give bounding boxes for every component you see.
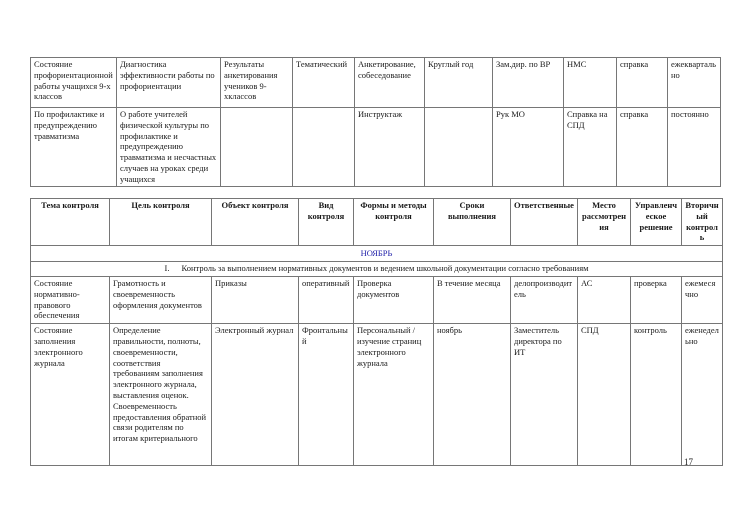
table-cell: Результаты анкетирования учеников 9-хклассов (221, 58, 293, 108)
table-cell: Грамотность и своевременность оформления документов (110, 277, 212, 324)
table-cell: ежемесячно (682, 277, 723, 324)
proforientation-table (30, 57, 721, 187)
column-header-responsible: Ответственные (511, 199, 578, 246)
table-cell: По профилактике и предупреждению травматизма (31, 108, 117, 187)
section-number: I. (164, 263, 170, 274)
column-header-type: Вид контроля (299, 199, 354, 246)
table-header-row (31, 199, 723, 246)
table-row (31, 277, 723, 324)
table-cell (425, 108, 493, 187)
column-header-goal: Цель контроля (110, 199, 212, 246)
table-cell: справка (617, 58, 668, 108)
table-cell: О работе учителей физической культуры по профилактике и предупреждению травматизма и несчастных случаев на уроках среди учащихся (117, 108, 221, 187)
table-cell: Определение правильности, полноты, своевременности, соответствия требованиям заполнения электронного журнала, выставления оценок. Своевременность предоставления обратной связи родителям по итогам критериального (110, 324, 212, 466)
table-cell: АС (578, 277, 631, 324)
table-cell: Круглый год (425, 58, 493, 108)
table-cell (293, 108, 355, 187)
table-cell: Состояние профориентационной работы учащихся 9-х классов (31, 58, 117, 108)
table-cell: ежеквартально (668, 58, 721, 108)
month-banner-row (31, 246, 723, 262)
table-cell: справка (617, 108, 668, 187)
table-cell: Электронный журнал (212, 324, 299, 466)
table-cell: Анкетирование, собеседование (355, 58, 425, 108)
column-header-forms: Формы и методы контроля (354, 199, 434, 246)
page-number: 17 (684, 457, 693, 467)
table-row (31, 324, 723, 466)
table-cell: Инструктаж (355, 108, 425, 187)
table-cell: ноябрь (434, 324, 511, 466)
table-cell: Заместитель директора по ИТ (511, 324, 578, 466)
table-cell: Справка на СПД (564, 108, 617, 187)
table-cell: еженедельно (682, 324, 723, 466)
month-banner: НОЯБРЬ (31, 246, 723, 262)
column-header-decision: Управленческое решение (631, 199, 682, 246)
table-cell: СПД (578, 324, 631, 466)
table-cell: контроль (631, 324, 682, 466)
control-plan-table (30, 198, 723, 466)
table-cell: Рук МО (493, 108, 564, 187)
column-header-review-place: Место рассмотрения (578, 199, 631, 246)
table-cell (221, 108, 293, 187)
section-title-text: Контроль за выполнением нормативных документов и ведением школьной документации согласно требованиям (181, 263, 589, 274)
table-cell: Диагностика эффективности работы по профориентации (117, 58, 221, 108)
table-cell: Фронтальный (299, 324, 354, 466)
table-cell: оперативный (299, 277, 354, 324)
table-cell: Состояние заполнения электронного журнала (31, 324, 110, 466)
table-cell: постоянно (668, 108, 721, 187)
column-header-theme: Тема контроля (31, 199, 110, 246)
table-cell: Тематический (293, 58, 355, 108)
table-cell: Приказы (212, 277, 299, 324)
table-cell: делопроизводитель (511, 277, 578, 324)
section-title-row (31, 262, 723, 277)
table-cell: Персональный / изучение страниц электронного журнала (354, 324, 434, 466)
table-cell: проверка (631, 277, 682, 324)
column-header-secondary: Вторичный контроль (682, 199, 723, 246)
column-header-deadline: Сроки выполнения (434, 199, 511, 246)
table-row (31, 108, 721, 187)
column-header-object: Объект контроля (212, 199, 299, 246)
table-cell: НМС (564, 58, 617, 108)
table-cell: Зам.дир. по ВР (493, 58, 564, 108)
table-cell: Состояние нормативно-правового обеспечения (31, 277, 110, 324)
table-row (31, 58, 721, 108)
section-title (31, 262, 723, 277)
table-cell: В течение месяца (434, 277, 511, 324)
table-cell: Проверка документов (354, 277, 434, 324)
